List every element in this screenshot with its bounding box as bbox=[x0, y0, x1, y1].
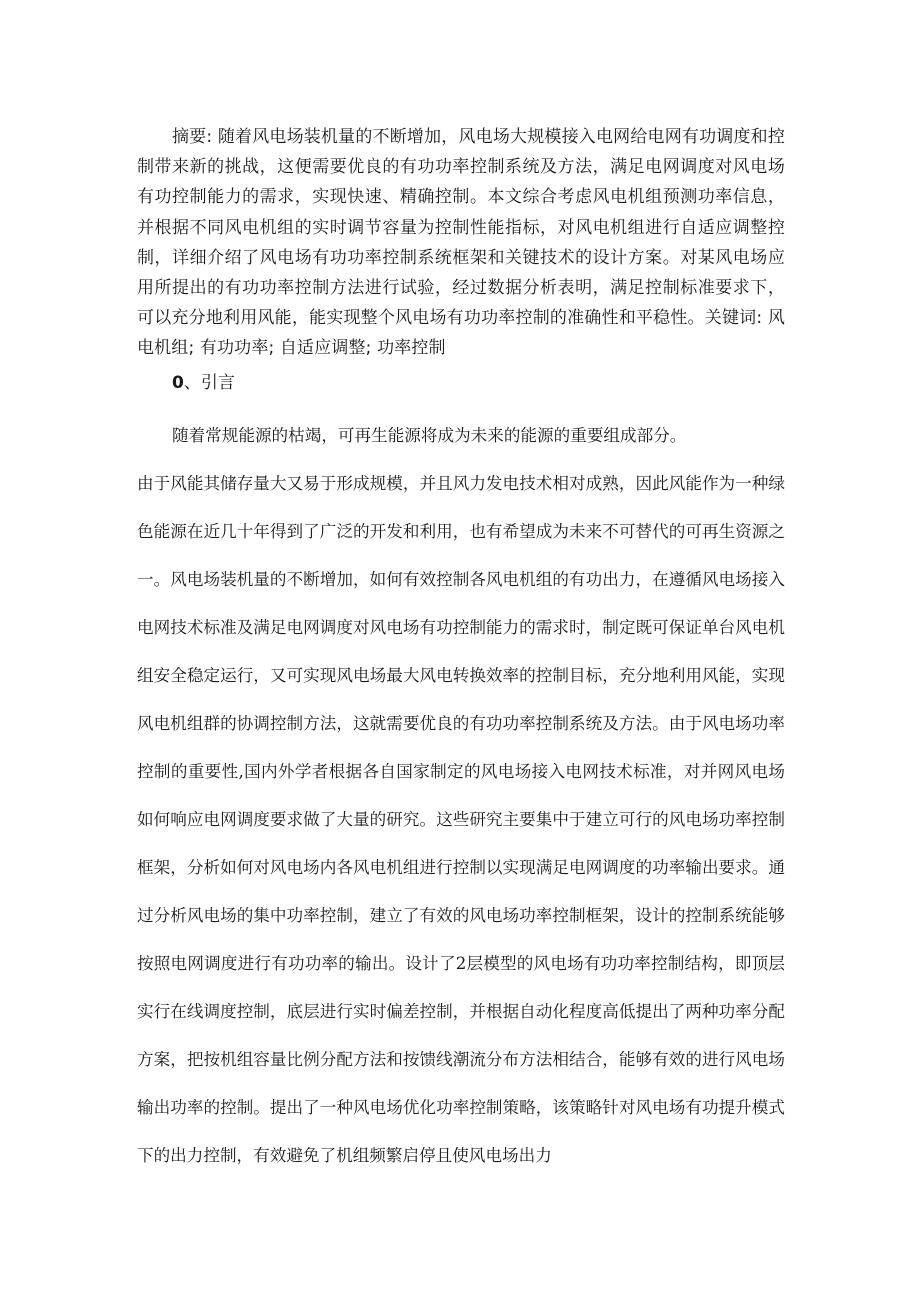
section-title: 、引言 bbox=[183, 373, 235, 393]
section-number: 0 bbox=[172, 373, 184, 393]
section-heading bbox=[172, 368, 235, 398]
intro-paragraph-2: 由于风能其储存量大又易于形成规模，并且风力发电技术相对成熟，因此风能作为一种绿色能源在近几十年得到了广泛的开发和利用，也有希望成为未来不可替代的可再生资源之一。风电场装机量的不断增加，如何有效控制各风电机组的有功出力，在遵循风电场接入电网技术标准及满足电网调度对风电场有功控制能力的需求时，制定既可保证单台风电机组安全稳定运行，又可实现风电场最大风电转换效率的控制目标，充分地利用风能，实现风电机组群的协调控制方法，这就需要优良的有功功率控制系统及方法。由于风电场功率控制的重要性,国内外学者根据各自国家制定的风电场接入电网技术标准，对并网风电场如何响应电网调度要求做了大量的研究。这些研究主要集中于建立可行的风电场功率控制框架，分析如何对风电场内各风电机组进行控制以实现满足电网调度的功率输出要求。通过分析风电场的集中功率控制，建立了有效的风电场功率控制框架，设计的控制系统能够按照电网调度进行有功功率的输出。设计了2层模型的风电场有功功率控制结构，即顶层实行在线调度控制，底层进行实时偏差控制，并根据自动化程度高低提出了两种功率分配方案，把按机组容量比例分配方法和按馈线潮流分布方法相结合，能够有效的进行风电场输出功率的控制。提出了一种风电场优化功率控制策略，该策略针对风电场有功提升模式下的出力控制，有效避免了机组频繁启停且使风电场出力 bbox=[137, 474, 785, 1165]
abstract-paragraph: 摘要: 随着风电场装机量的不断增加，风电场大规模接入电网给电网有功调度和控制带来新的挑战，这便需要优良的有功功率控制系统及方法，满足电网调度对风电场有功控制能力的需求，实现快速、精确控制。本文综合考虑风电机组预测功率信息，并根据不同风电机组的实时调节容量为控制性能指标，对风电机组进行自适应调整控制，详细介绍了风电场有功功率控制系统框架和关键技术的设计方案。对某风电场应用所提出的有功功率控制方法进行试验，经过数据分析表明，满足控制标准要求下，可以充分地利用风能，能实现整个风电场有功功率控制的准确性和平稳性。关键词: 风电机组; 有功功率; 自适应调整; 功率控制 bbox=[137, 127, 785, 359]
introduction-body bbox=[137, 412, 785, 1180]
intro-paragraph-1: 随着常规能源的枯竭，可再生能源将成为未来的能源的重要组成部分。 bbox=[172, 426, 687, 445]
